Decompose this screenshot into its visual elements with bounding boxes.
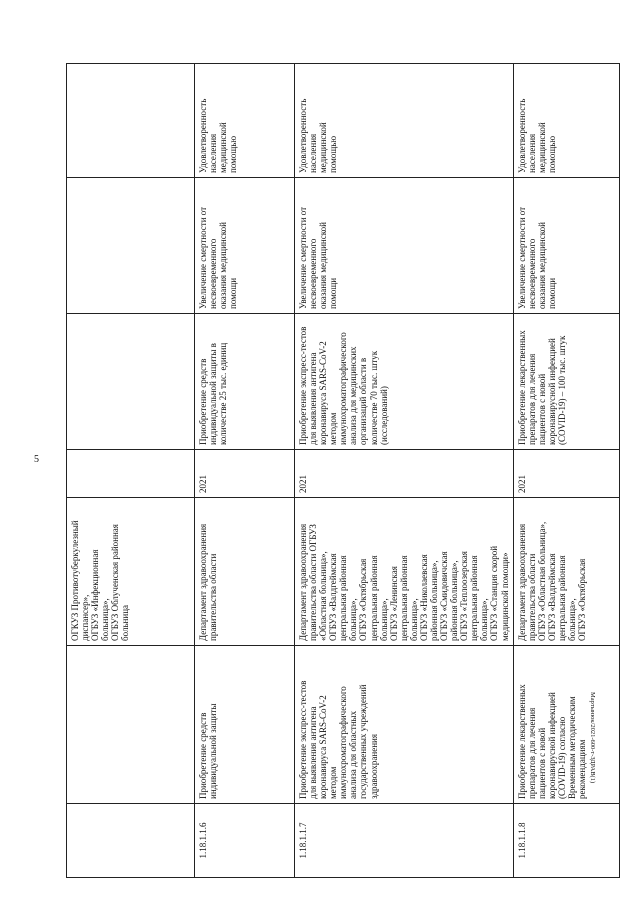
cell-text-line: помощи	[546, 277, 557, 309]
cell-text-line: населения	[208, 133, 219, 173]
cell-text-line: ОГБУЗ Облученская районная	[110, 524, 121, 641]
table-row	[295, 64, 514, 878]
cell-text-line: Департамент здравоохранения	[198, 523, 208, 641]
cell-text-line: Временным методическим	[567, 696, 578, 799]
cell-text-line: несвоевременного	[208, 238, 219, 309]
cell-text-line: населения	[526, 133, 537, 173]
cell-impact	[513, 64, 619, 178]
cell-text-line: правительства области	[208, 553, 219, 641]
cell-text-line: ОГБУЗ «Валдгеймская	[546, 553, 557, 641]
cell-risk	[195, 178, 295, 314]
cell-text-line: районная больница»,	[449, 560, 460, 641]
cell-code: 1.18.1.1.7	[295, 804, 514, 878]
cell-text-line: оказания медицинской	[318, 222, 329, 309]
cell-text-line: центральная районная	[338, 555, 349, 641]
cell-text-line: правительства области	[526, 553, 537, 641]
cell-executor	[513, 498, 619, 646]
cell-text-line: районная больница»,	[429, 560, 440, 641]
cell-text-line: больница»,	[408, 598, 419, 641]
cell-year	[67, 450, 195, 498]
cell-text-line: больница»,	[100, 598, 111, 641]
cell-executor	[67, 498, 195, 646]
cell-text-line: больница»,	[479, 598, 490, 641]
cell-text-line: (COVID-19) согласно	[556, 716, 567, 799]
cell-risk	[67, 178, 195, 314]
cell-impact	[295, 64, 514, 178]
cell-code	[67, 804, 195, 878]
cell-text-line: анализа для областных	[348, 710, 359, 799]
cell-text-line: организаций области в	[358, 357, 369, 445]
cell-impact	[195, 64, 295, 178]
cell-text-line: ОГКУЗ Противотуберкулезный	[70, 520, 80, 641]
cell-text-line: оказания медицинской	[218, 222, 229, 309]
cell-text-line: Удовлетворенность	[198, 98, 208, 173]
cell-text-line: Приобретение средств	[198, 712, 208, 799]
cell-text-line: центральная районная	[469, 555, 480, 641]
cell-text-line: рекомендациям	[577, 739, 588, 799]
cell-text-line: ОГБУЗ «Станция скорой	[489, 545, 500, 641]
cell-text-line: здравоохранения	[368, 733, 379, 799]
cell-text-line: коронавирусной инфекцией	[546, 692, 557, 799]
table-row	[195, 64, 295, 878]
document-footer-code: Мартынюк/2021-600-т-ЗДРАВ(1)	[589, 692, 596, 784]
cell-text-line: диспансер»,	[80, 594, 91, 641]
cell-text-line: ОГБУЗ «Николаевская	[418, 554, 429, 641]
cell-year: 2021	[295, 450, 514, 498]
cell-code: 1.18.1.1.6	[195, 804, 295, 878]
cell-text-line: анализа для медицинских	[348, 346, 359, 445]
cell-text-line: несвоевременного	[526, 238, 537, 309]
cell-text-line: медицинской	[318, 122, 329, 173]
cell-text-line: Увеличение смертности от	[198, 206, 208, 309]
cell-text-line: ОГБУЗ «Октябрьская	[358, 558, 369, 641]
cell-result	[195, 314, 295, 450]
cell-text-line: Увеличение смертности от	[516, 206, 527, 309]
cell-result	[513, 314, 619, 450]
cell-text-line: Удовлетворенность	[298, 98, 308, 173]
cell-text-line: для выявления антигена	[308, 352, 319, 445]
cell-text-line: (исследований)	[378, 386, 389, 445]
cell-text-line: больница»,	[378, 598, 389, 641]
page-number: 5	[34, 454, 39, 465]
rotated-table-container	[66, 64, 598, 878]
cell-text-line: пациентов с новой	[536, 373, 547, 445]
cell-text-line: количестве 70 тыс. штук	[368, 350, 379, 445]
cell-text-line: количестве 25 тыс. единиц	[218, 342, 229, 445]
cell-text-line: медицинской	[218, 122, 229, 173]
table-body	[67, 64, 620, 878]
cell-text-line: центральная районная	[556, 555, 567, 641]
cell-text-line: медицинской помощи»	[499, 552, 510, 641]
cell-text-line: «Областная больница»,	[318, 551, 329, 641]
cell-text-line: помощью	[546, 135, 557, 173]
cell-year: 2021	[513, 450, 619, 498]
cell-text-line: Приобретение лекарственных	[516, 330, 527, 445]
cell-text-line: препаратов для лечения	[526, 353, 537, 445]
cell-text-line: помощи	[228, 277, 239, 309]
cell-year: 2021	[195, 450, 295, 498]
cell-risk	[295, 178, 514, 314]
cell-text-line: Приобретение средств	[198, 358, 208, 445]
table-row	[513, 64, 619, 878]
cell-executor	[195, 498, 295, 646]
cell-text-line: центральная районная	[398, 555, 409, 641]
table-row	[67, 64, 195, 878]
cell-impact	[67, 64, 195, 178]
cell-text-line: Увеличение смертности от	[298, 206, 308, 309]
cell-text-line: ОГБУЗ «Октябрьская	[577, 558, 588, 641]
cell-text-line: препаратов для лечения	[526, 707, 537, 799]
cell-text-line: методом	[328, 766, 339, 799]
cell-text-line: для выявления антигена	[308, 706, 319, 799]
cell-text-line: оказания медицинской	[536, 222, 547, 309]
cell-text-line: больница»,	[348, 598, 359, 641]
cell-text-line: центральная районная	[368, 555, 379, 641]
cell-text-line: иммунохроматографического	[338, 686, 349, 799]
cell-text-line: (COVID-19) – 100 тыс. штук	[556, 335, 567, 445]
cell-text-line: индивидуальной защиты	[208, 703, 219, 799]
cell-text-line: Удовлетворенность	[516, 98, 527, 173]
cell-text-line: Приобретение экспресс-тестов	[298, 326, 308, 445]
cell-text-line: помощи	[328, 277, 339, 309]
cell-name	[195, 646, 295, 804]
cell-text-line: несвоевременного	[308, 238, 319, 309]
cell-text-line: государственных учреждений	[358, 684, 369, 799]
cell-risk	[513, 178, 619, 314]
cell-text-line: коронавируса SARS-CoV-2	[318, 341, 329, 445]
cell-text-line: индивидуальной защиты в	[208, 343, 219, 445]
cell-text-line: Департамент здравоохранения	[298, 523, 308, 641]
cell-text-line: помощью	[228, 135, 239, 173]
cell-text-line: населения	[308, 133, 319, 173]
cell-result	[67, 314, 195, 450]
cell-text-line: ОГБУЗ «Теплоозерская	[459, 551, 470, 641]
cell-text-line: ОГБУЗ «Валдгеймская	[328, 553, 339, 641]
cell-text-line: ОГБУЗ «Смидовичская	[439, 551, 450, 641]
cell-text-line: Департамент здравоохранения	[516, 523, 527, 641]
cell-text-line: правительства области ОГБУЗ	[308, 524, 319, 641]
cell-text-line: помощью	[328, 135, 339, 173]
cell-text-line: иммунохроматографического	[338, 332, 349, 445]
cell-executor	[295, 498, 514, 646]
cell-text-line: методом	[328, 412, 339, 445]
cell-code: 1.18.1.1.8	[513, 804, 619, 878]
cell-text-line: медицинской	[536, 122, 547, 173]
cell-text-line: пациентов с новой	[536, 727, 547, 799]
cell-name	[295, 646, 514, 804]
cell-text-line: ОГБУЗ «Областная больница»,	[536, 521, 547, 641]
cell-name	[513, 646, 619, 804]
cell-text-line: коронавируса SARS-CoV-2	[318, 695, 329, 799]
cell-text-line: Приобретение экспресс-тестов	[298, 680, 308, 799]
cell-text-line: больница	[120, 605, 131, 641]
cell-text-line: коронавирусной инфекцией	[546, 338, 557, 445]
cell-result	[295, 314, 514, 450]
cell-text-line: ОГБУЗ «Инфекционная	[90, 549, 101, 641]
cell-text-line: Приобретение лекарственных	[516, 684, 527, 799]
cell-name	[67, 646, 195, 804]
activities-table	[66, 63, 620, 878]
cell-text-line: ОГБУЗ «Ленинская	[388, 566, 399, 641]
cell-text-line: больница»,	[567, 598, 578, 641]
